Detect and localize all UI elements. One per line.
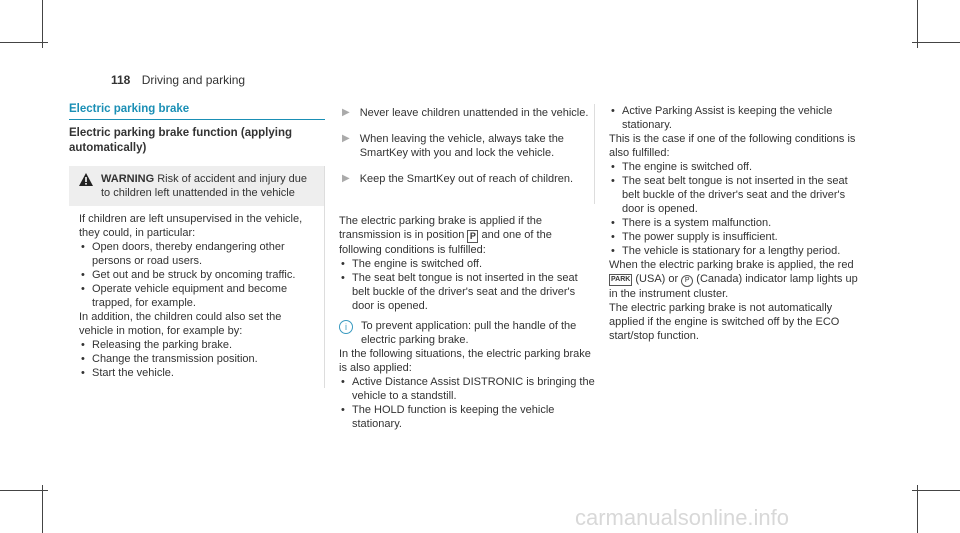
paragraph-text: (Canada) indicator lamp lights up in the instrument cluster.	[609, 273, 858, 300]
list-item: • There is a system malfunction.	[609, 216, 865, 230]
subsection-title: Electric parking brake function (applying automatically)	[69, 127, 293, 154]
crop-mark	[42, 485, 43, 533]
paragraph: If children are left unsupervised in the vehicle, they could, in particular:	[79, 213, 303, 239]
list-item: • The power supply is insufficient.	[609, 230, 865, 244]
paragraph	[609, 258, 865, 301]
instruction-item	[339, 132, 594, 160]
column-3	[609, 104, 865, 343]
list-item: • The engine is switched off.	[339, 257, 595, 271]
list-item: • Active Distance Assist DISTRONIC is bringing the vehicle to a standstill.	[339, 375, 595, 403]
instruction-item	[339, 172, 594, 186]
bullet-list	[79, 240, 316, 310]
crop-mark	[912, 42, 960, 43]
list-item: • The engine is switched off.	[609, 160, 865, 174]
crop-mark	[917, 0, 918, 48]
crop-mark	[42, 0, 43, 48]
warning-header	[69, 166, 324, 206]
warning-triangle-icon	[79, 173, 93, 186]
warning-label: WARNING	[101, 173, 155, 185]
paragraph: The electric parking brake is not automatically applied if the engine is switched off by the ECO start/stop function.	[609, 302, 840, 342]
note	[339, 319, 595, 347]
bullet-list	[609, 104, 865, 132]
bullet-list	[79, 338, 316, 380]
park-indicator-icon: PARK	[609, 274, 632, 286]
bullet-list	[339, 257, 595, 313]
bullet-list	[339, 375, 595, 431]
paragraph-text: When the electric parking brake is applied, the red	[609, 259, 854, 271]
page-number: 118	[111, 73, 131, 87]
list-item: • Operate vehicle equipment and become trapped, for example.	[79, 282, 316, 310]
paragraph-text: and one of the following conditions is fulfilled:	[339, 229, 552, 256]
crop-mark	[0, 490, 48, 491]
column-2	[339, 104, 595, 431]
paragraph	[339, 214, 595, 257]
bullet-list	[609, 160, 865, 258]
arrow-icon: ▶	[342, 133, 350, 144]
page-header	[111, 73, 245, 87]
paragraph-text: The electric parking brake is applied if the transmission is in position	[339, 215, 542, 241]
section-rule	[69, 119, 325, 120]
crop-mark	[912, 490, 960, 491]
section-title: Electric parking brake	[69, 103, 190, 115]
instruction-text: Keep the SmartKey out of reach of children.	[359, 173, 574, 185]
list-item: • Start the vehicle.	[79, 366, 316, 380]
list-item: • The vehicle is stationary for a lengthy period.	[609, 244, 865, 258]
paragraph-text: (USA) or	[635, 273, 679, 285]
instruction-item	[339, 106, 594, 120]
crop-mark	[917, 485, 918, 533]
warning-text: Risk of accident and injury due to children left unattended in the vehicle	[101, 173, 308, 199]
warning-text-wrap	[101, 172, 316, 200]
list-item: • The seat belt tongue is not inserted in the seat belt buckle of the driver's seat and the driver's door is opened.	[609, 174, 865, 216]
instruction-box	[339, 104, 595, 204]
list-item: • Get out and be struck by oncoming traffic.	[79, 268, 316, 282]
list-item: • Active Parking Assist is keeping the vehicle stationary.	[609, 104, 865, 132]
paragraph: In addition, the children could also set the vehicle in motion, for example by:	[79, 311, 282, 337]
p-position-icon: P	[467, 230, 478, 243]
list-item: • The seat belt tongue is not inserted in the seat belt buckle of the driver's seat and the driver's door is opened.	[339, 271, 595, 313]
crop-mark	[0, 42, 48, 43]
warning-box	[69, 166, 325, 388]
list-item: • Change the transmission position.	[79, 352, 316, 366]
info-icon: i	[339, 320, 353, 334]
list-item: • Releasing the parking brake.	[79, 338, 316, 352]
warning-body	[69, 206, 324, 388]
instruction-text: When leaving the vehicle, always take the SmartKey with you and lock the vehicle.	[359, 133, 564, 159]
watermark: carmanualsonline.info	[575, 505, 790, 530]
arrow-icon: ▶	[342, 107, 350, 118]
list-item: • The HOLD function is keeping the vehicle stationary.	[339, 403, 595, 431]
arrow-icon: ▶	[342, 173, 350, 184]
section-name: Driving and parking	[141, 73, 246, 87]
p-circle-indicator-icon: P	[681, 275, 693, 287]
paragraph: In the following situations, the electric parking brake is also applied:	[339, 348, 591, 374]
column-1	[69, 102, 325, 388]
list-item: • Open doors, thereby endangering other persons or road users.	[79, 240, 316, 268]
paragraph: This is the case if one of the following conditions is also fulfilled:	[609, 133, 856, 159]
note-text: To prevent application: pull the handle of the electric parking brake.	[361, 320, 577, 346]
instruction-text: Never leave children unattended in the vehicle.	[359, 107, 589, 119]
